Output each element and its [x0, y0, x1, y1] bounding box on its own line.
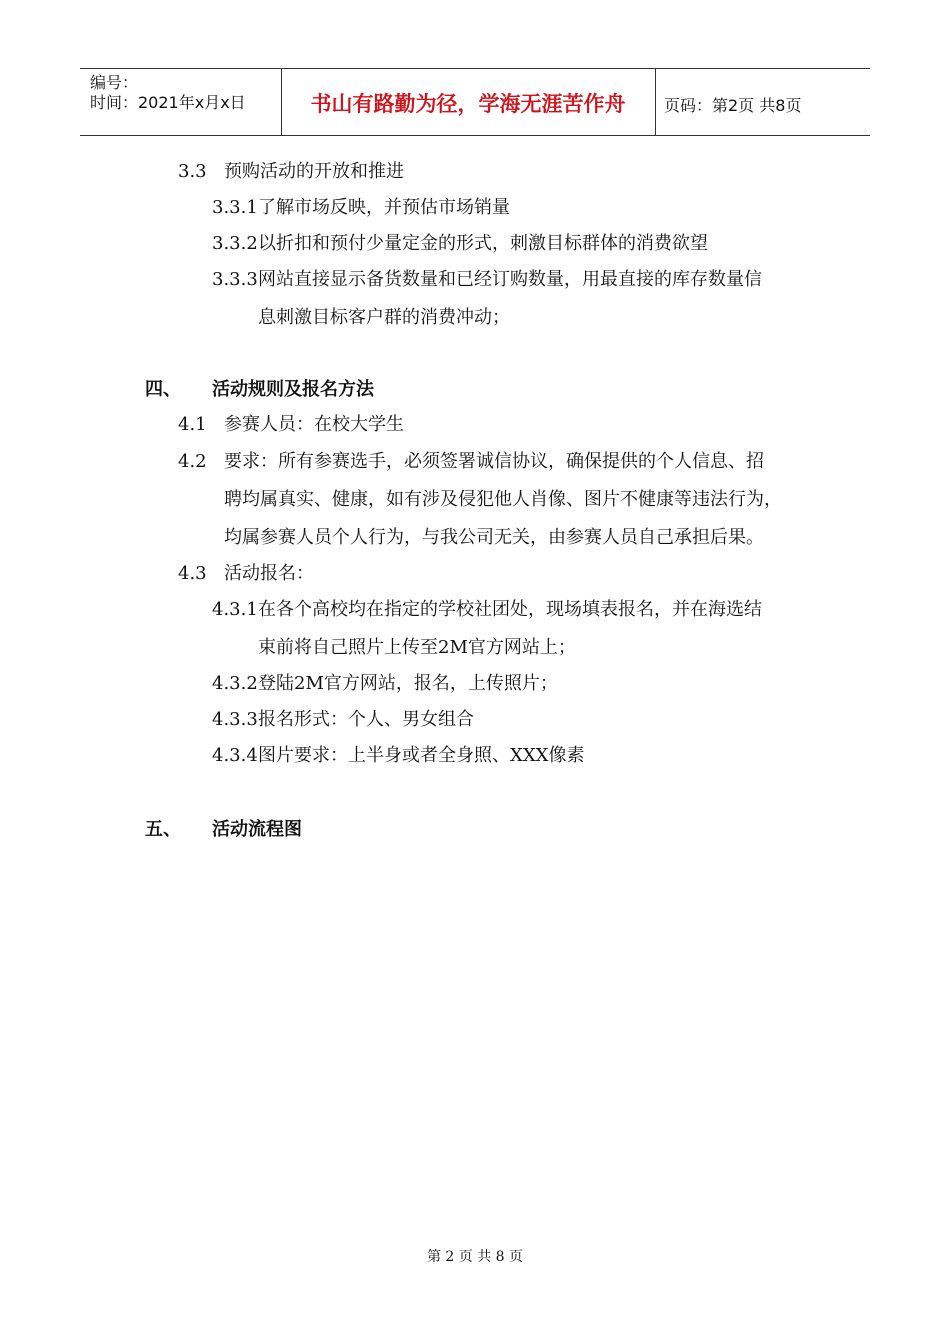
- section-3-3: [178, 160, 404, 184]
- item-text: 登陆2M官方网站，报名，上传照片；: [258, 673, 558, 694]
- item-number: 4.3.2: [212, 673, 258, 694]
- item-number: 4.1: [178, 414, 207, 435]
- item-number: 4.2: [178, 451, 207, 472]
- section-title: 活动流程图: [212, 819, 302, 840]
- section-number: 四、: [145, 379, 181, 400]
- item-3-3-2: [212, 232, 708, 256]
- section-5-heading: [145, 818, 302, 842]
- item-4-1: [178, 413, 404, 437]
- item-4-3-4: [212, 744, 585, 768]
- item-3-3-3: [212, 268, 762, 292]
- item-4-3-2: [212, 672, 558, 696]
- item-4-3-1: [212, 598, 762, 622]
- item-number: 4.3: [178, 563, 207, 584]
- item-4-2-cont1: 聘均属真实、健康，如有涉及侵犯他人肖像、图片不健康等违法行为，: [224, 489, 782, 510]
- item-text: 预购活动的开放和推进: [224, 161, 404, 182]
- page-footer: 第 2 页 共 8 页: [426, 1249, 524, 1265]
- item-4-2: [178, 450, 764, 474]
- header-top-rule: [80, 68, 870, 69]
- item-text: 网站直接显示备货数量和已经订购数量，用最直接的库存数量信: [258, 269, 762, 290]
- item-4-2-cont2: 均属参赛人员个人行为，与我公司无关，由参赛人员自己承担后果。: [224, 527, 764, 548]
- item-text: 了解市场反映，并预估市场销量: [258, 197, 510, 218]
- item-number: 3.3: [178, 161, 207, 182]
- header-divider-right: [655, 68, 656, 135]
- item-3-3-3-cont: 息刺激目标客户群的消费冲动；: [258, 307, 510, 328]
- item-text: 要求：所有参赛选手，必须签署诚信协议，确保提供的个人信息、招: [224, 451, 764, 472]
- item-number: 3.3.2: [212, 233, 258, 254]
- section-number: 五、: [145, 819, 181, 840]
- header-bottom-rule: [80, 135, 870, 136]
- item-4-3-1-cont: 束前将自己照片上传至2M官方网站上；: [258, 637, 576, 658]
- header-code-label: 编号：: [90, 73, 139, 92]
- item-text: 以折扣和预付少量定金的形式，刺激目标群体的消费欲望: [258, 233, 708, 254]
- item-text: 图片要求：上半身或者全身照、XXX像素: [258, 745, 585, 766]
- item-number: 4.3.4: [212, 745, 258, 766]
- item-number: 4.3.3: [212, 709, 258, 730]
- item-text: 报名形式：个人、男女组合: [258, 709, 474, 730]
- item-3-3-1: [212, 196, 510, 220]
- item-text: 参赛人员：在校大学生: [224, 414, 404, 435]
- section-4-heading: [145, 378, 374, 402]
- item-number: 3.3.1: [212, 197, 258, 218]
- header-motto: 书山有路勤为径，学海无涯苦作舟: [310, 92, 626, 116]
- item-4-3: [178, 562, 314, 586]
- header-page-label: 页码：第2页 共8页: [664, 96, 802, 115]
- item-text: 活动报名：: [224, 563, 314, 584]
- item-number: 3.3.3: [212, 269, 258, 290]
- item-number: 4.3.1: [212, 599, 258, 620]
- header-date-label: 时间：2021年x月x日: [90, 93, 246, 112]
- item-4-3-3: [212, 708, 474, 732]
- item-text: 在各个高校均在指定的学校社团处，现场填表报名，并在海选结: [258, 599, 762, 620]
- section-title: 活动规则及报名方法: [212, 379, 374, 400]
